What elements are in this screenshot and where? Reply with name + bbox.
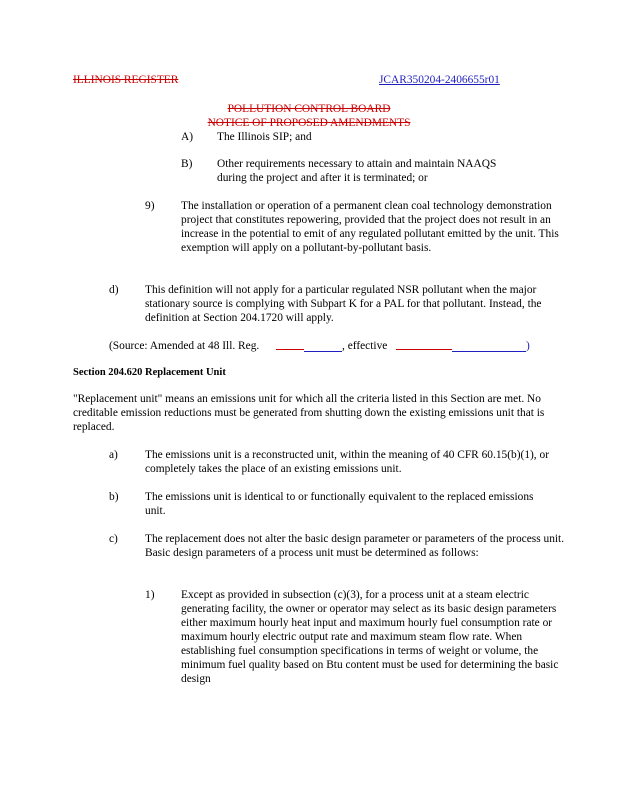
item-A-label: A) bbox=[181, 131, 194, 143]
item-d-text: This definition will not apply for a particular regulated NSR pollutant when the major stationary source is complying with Subpart K for a PAL for that pollutant. Instead, the definition at Section 204.1720 will apply. bbox=[145, 284, 542, 324]
section-c1-text: Except as provided in subsection (c)(3), for a process unit at a steam electric generating facility, the owner or operator may select as its basic design parameters either maximum hourly heat input and maximum hourly fuel consumption rate or maximum hourly electric output rate and maximum steam flow rate. When establishing fuel consumption specifications in terms of weight or volume, the minimum fuel quality based on Btu content must be used for determining the basic design bbox=[181, 589, 559, 685]
item-B-label: B) bbox=[181, 158, 193, 170]
source-date-blank-new bbox=[452, 351, 526, 352]
source-date-blank-old bbox=[396, 349, 452, 350]
section-c1-label: 1) bbox=[145, 589, 155, 601]
section-title: Section 204.620 Replacement Unit bbox=[73, 367, 226, 378]
section-c-label: c) bbox=[109, 533, 118, 545]
source-reg-blank-old bbox=[276, 349, 304, 350]
register-title: ILLINOIS REGISTER bbox=[73, 74, 179, 86]
source-close: ) bbox=[526, 340, 530, 352]
section-b-label: b) bbox=[109, 491, 119, 503]
item-A-text: The Illinois SIP; and bbox=[217, 131, 312, 143]
jcar-code: JCAR350204-2406655r01 bbox=[379, 74, 500, 86]
section-a-text: The emissions unit is a reconstructed unit, within the meaning of 40 CFR 60.15(b)(1), or completely takes the place of an existing emissions unit. bbox=[145, 449, 549, 475]
item-9-text: The installation or operation of a permanent clean coal technology demonstration project that constitutes repowering, provided that the project does not result in an increase in the potential to emit of any regulated pollutant emitted by the unit. This exemption will apply on a pollutant-by-pollutant basis. bbox=[181, 200, 559, 254]
section-b-text: The emissions unit is identical to or functionally equivalent to the replaced emissions unit. bbox=[145, 491, 534, 517]
source-effective: , effective bbox=[342, 340, 388, 352]
item-B-text: Other requirements necessary to attain and maintain NAAQS during the project and after it is terminated; or bbox=[217, 158, 497, 184]
item-d-label: d) bbox=[109, 284, 119, 296]
notice-title: NOTICE OF PROPOSED AMENDMENTS bbox=[207, 117, 411, 129]
section-intro: "Replacement unit" means an emissions unit for which all the criteria listed in this Section are met. No creditable emission reductions must be generated from shutting down the existing emissions unit that is replaced. bbox=[73, 393, 545, 433]
section-a-label: a) bbox=[109, 449, 118, 461]
item-9-label: 9) bbox=[145, 200, 155, 212]
source-reg-blank-new bbox=[304, 351, 342, 352]
section-c-text: The replacement does not alter the basic design parameter or parameters of the process unit. Basic design parameters of a process unit must be determined as follows: bbox=[145, 533, 565, 559]
board-title: POLLUTION CONTROL BOARD bbox=[227, 103, 391, 115]
source-prefix: (Source: Amended at 48 Ill. Reg. bbox=[109, 340, 260, 352]
